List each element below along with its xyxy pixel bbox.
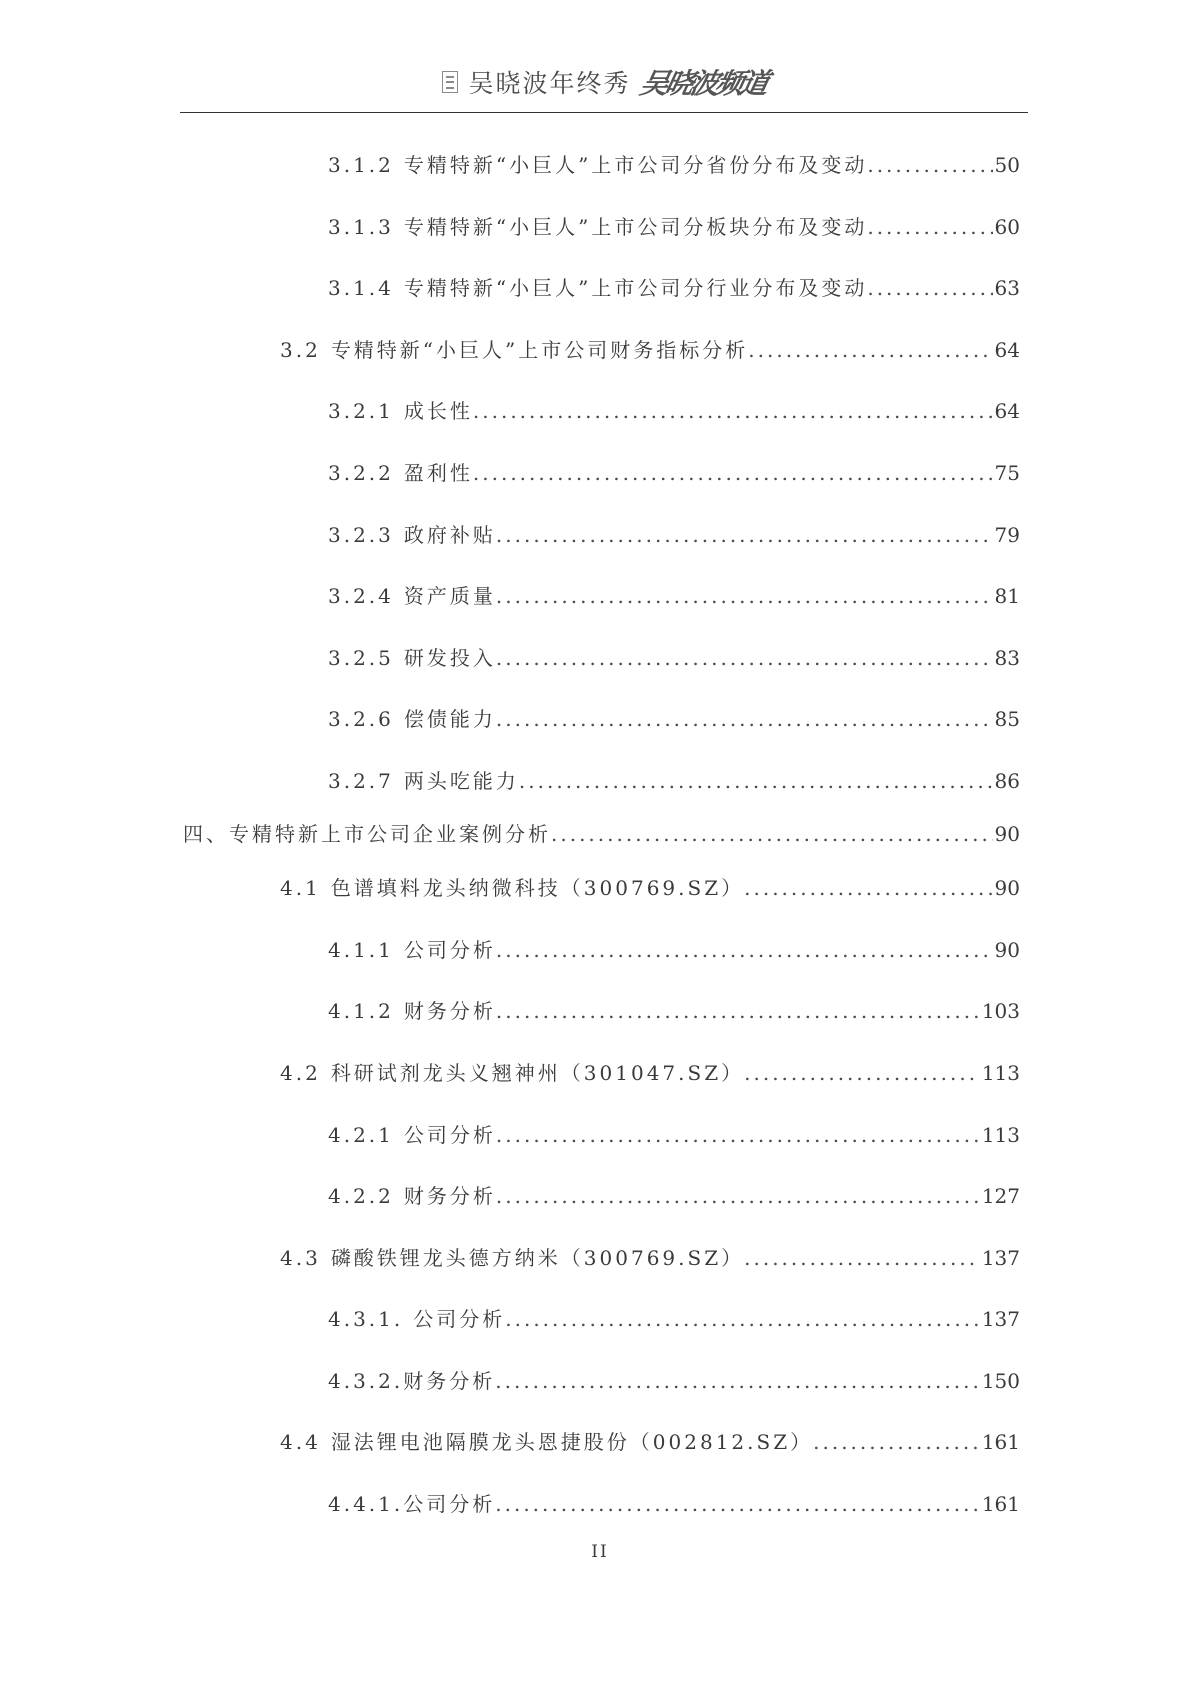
- toc-title: 财务分析: [403, 999, 496, 1023]
- toc-number: 4.3.2.: [328, 1369, 404, 1393]
- toc-page-number: 81: [994, 584, 1020, 608]
- toc-number: 3.2.6: [328, 707, 394, 731]
- toc-number: 3.1.2: [328, 153, 394, 177]
- toc-entry[interactable]: [328, 149, 1020, 183]
- toc-entry[interactable]: [328, 1303, 1020, 1337]
- toc-page-number: 150: [981, 1369, 1020, 1393]
- toc-number: 4.2: [280, 1061, 321, 1085]
- toc-page-number: 50: [994, 153, 1020, 177]
- toc-leader: [744, 876, 992, 900]
- toc-page-number: 75: [994, 461, 1020, 485]
- toc-title: 成长性: [403, 399, 473, 423]
- header-content: [442, 62, 769, 102]
- toc-title: 色谱填料龙头纳微科技（300769.SZ）: [330, 876, 745, 900]
- toc-leader: [867, 215, 992, 239]
- toc-leader: [867, 276, 992, 300]
- toc-entry[interactable]: [328, 272, 1020, 306]
- toc-number: 4.4: [280, 1430, 321, 1454]
- toc-page-number: 103: [981, 999, 1020, 1023]
- toc-number: 4.3: [280, 1246, 321, 1270]
- toc-leader: [551, 822, 993, 846]
- toc-leader: [748, 338, 992, 362]
- toc-title: 公司分析: [403, 1123, 496, 1147]
- toc-entry[interactable]: [280, 1242, 1020, 1276]
- toc-page-number: 64: [994, 338, 1020, 362]
- toc-number: 3.1.3: [328, 215, 394, 239]
- header-signature: 吴晓波频道: [636, 67, 769, 100]
- toc-leader: [496, 1184, 980, 1208]
- toc-number: 4.1.1: [328, 938, 394, 962]
- toc-page-number: 113: [981, 1061, 1020, 1085]
- toc-page-number: 137: [981, 1307, 1020, 1331]
- toc-page-number: 161: [981, 1492, 1020, 1516]
- toc-title: 湿法锂电池隔膜龙头恩捷股份（002812.SZ）: [330, 1430, 814, 1454]
- toc-number: 3.2: [280, 338, 321, 362]
- toc-number: 3.2.1: [328, 399, 394, 423]
- toc-number: 3.2.4: [328, 584, 394, 608]
- toc-entry[interactable]: [328, 519, 1020, 553]
- toc-entry[interactable]: [328, 703, 1020, 737]
- toc-number: 3.2.2: [328, 461, 394, 485]
- toc-leader: [496, 584, 993, 608]
- toc-entry[interactable]: [328, 1180, 1020, 1214]
- toc-page-number: 90: [994, 938, 1020, 962]
- toc-page-number: 113: [981, 1123, 1020, 1147]
- toc-title: 专精特新“小巨人”上市公司分省份分布及变动: [403, 153, 868, 177]
- toc-entry[interactable]: [328, 934, 1020, 968]
- toc-title: 科研试剂龙头义翘神州（301047.SZ）: [330, 1061, 745, 1085]
- toc-entry[interactable]: [328, 1365, 1020, 1399]
- toc-title: 专精特新“小巨人”上市公司分行业分布及变动: [403, 276, 868, 300]
- toc-title: 政府补贴: [403, 523, 496, 547]
- toc-leader: [496, 646, 993, 670]
- toc-chapter-entry[interactable]: [183, 818, 1020, 852]
- toc-entry[interactable]: [280, 1426, 1020, 1460]
- toc-leader: [744, 1061, 980, 1085]
- toc-page-number: 83: [994, 646, 1020, 670]
- toc-page-number: 137: [981, 1246, 1020, 1270]
- toc-page-number: 79: [994, 523, 1020, 547]
- toc-title: 两头吃能力: [403, 769, 519, 793]
- page-number-footer: II: [591, 1542, 609, 1562]
- toc-page-number: 90: [994, 822, 1020, 846]
- toc-page-number: 85: [994, 707, 1020, 731]
- toc-title: 公司分析: [413, 1307, 506, 1331]
- toc-title: 专精特新上市公司企业案例分析: [229, 822, 551, 846]
- header-title: 吴晓波年终秀: [468, 69, 631, 98]
- toc-number: 3.1.4: [328, 276, 394, 300]
- toc-entry[interactable]: [280, 872, 1020, 906]
- toc-page-number: 64: [994, 399, 1020, 423]
- toc-number: 4.2.2: [328, 1184, 394, 1208]
- toc-entry[interactable]: [328, 765, 1020, 799]
- toc-entry[interactable]: [328, 642, 1020, 676]
- toc-title: 公司分析: [403, 938, 496, 962]
- toc-entry[interactable]: [328, 457, 1020, 491]
- toc-page-number: 161: [981, 1430, 1020, 1454]
- toc-number: 4.4.1.: [328, 1492, 404, 1516]
- toc-page-number: 127: [981, 1184, 1020, 1208]
- toc-leader: [496, 938, 993, 962]
- toc-title: 研发投入: [403, 646, 496, 670]
- toc-entry[interactable]: [328, 1488, 1020, 1522]
- toc-leader: [867, 153, 992, 177]
- toc-number: 四、: [183, 822, 229, 846]
- toc-number: 3.2.3: [328, 523, 394, 547]
- toc-number: 3.2.7: [328, 769, 394, 793]
- toc-leader: [519, 769, 993, 793]
- toc-leader: [473, 461, 993, 485]
- page-header: [180, 56, 1028, 113]
- toc-title: 财务分析: [403, 1184, 496, 1208]
- toc-leader: [496, 523, 993, 547]
- toc-number: 3.2.5: [328, 646, 394, 670]
- toc-leader: [496, 707, 993, 731]
- toc-title: 磷酸铁锂龙头德方纳米（300769.SZ）: [330, 1246, 745, 1270]
- toc-leader: [495, 1369, 980, 1393]
- toc-page-number: 86: [994, 769, 1020, 793]
- seal-logo-icon: [442, 71, 458, 93]
- toc-number: 4.1.2: [328, 999, 394, 1023]
- toc-entry[interactable]: [328, 580, 1020, 614]
- toc-entry[interactable]: [280, 334, 1020, 368]
- toc-leader: [813, 1430, 980, 1454]
- toc-entry[interactable]: [328, 1119, 1020, 1153]
- toc-page-number: 63: [994, 276, 1020, 300]
- toc-page-number: 60: [994, 215, 1020, 239]
- toc-number: 4.3.1.: [328, 1307, 404, 1331]
- toc-entry[interactable]: [328, 395, 1020, 429]
- toc-leader: [473, 399, 993, 423]
- toc-title: 财务分析: [403, 1369, 496, 1393]
- toc-number: 4.2.1: [328, 1123, 394, 1147]
- toc-leader: [505, 1307, 980, 1331]
- toc-entry[interactable]: [280, 1057, 1020, 1091]
- toc-title: 公司分析: [403, 1492, 496, 1516]
- toc-entry[interactable]: [328, 211, 1020, 245]
- toc-title: 盈利性: [403, 461, 473, 485]
- toc-leader: [496, 999, 980, 1023]
- toc-title: 专精特新“小巨人”上市公司分板块分布及变动: [403, 215, 868, 239]
- toc-leader: [495, 1492, 980, 1516]
- toc-number: 4.1: [280, 876, 321, 900]
- toc-entry[interactable]: [328, 995, 1020, 1029]
- toc-title: 专精特新“小巨人”上市公司财务指标分析: [330, 338, 749, 362]
- toc-page-number: 90: [994, 876, 1020, 900]
- toc-leader: [744, 1246, 980, 1270]
- toc-title: 资产质量: [403, 584, 496, 608]
- toc-leader: [496, 1123, 980, 1147]
- toc-title: 偿债能力: [403, 707, 496, 731]
